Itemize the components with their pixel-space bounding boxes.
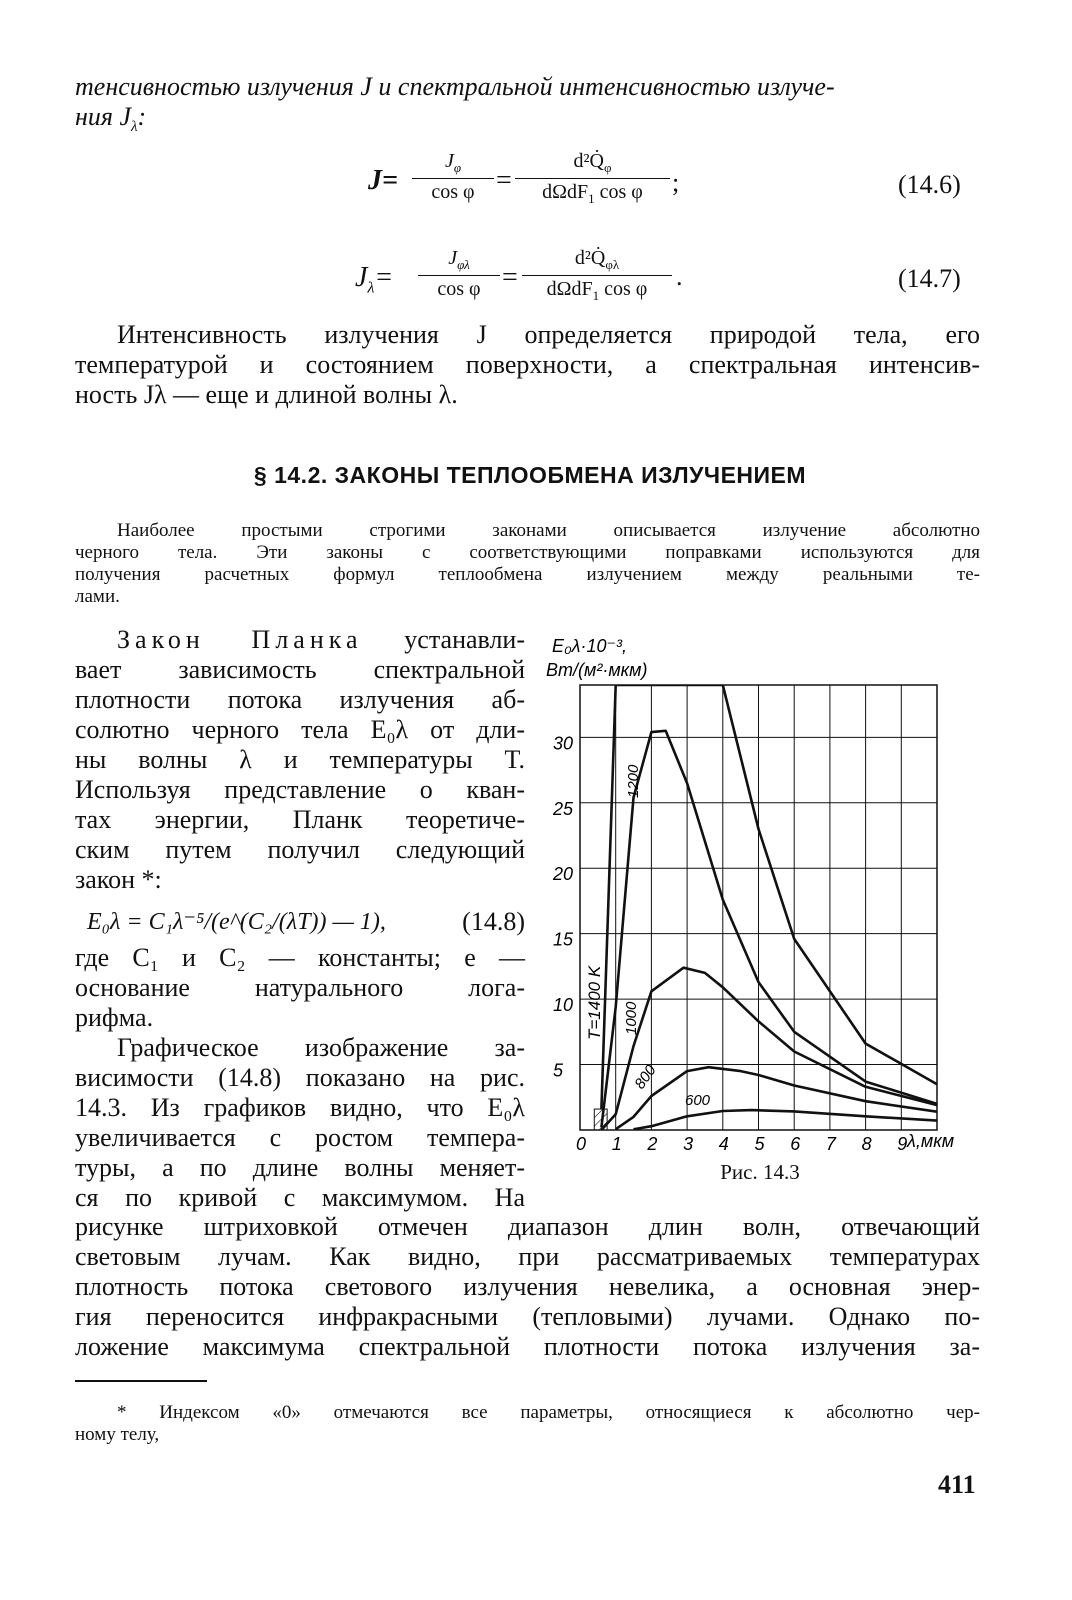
left-line: туры, а по длине волны меняет-: [75, 1153, 525, 1182]
left-line: Используя представление о кван-: [75, 775, 525, 804]
paragraph-line: световым лучам. Как видно, при рассматриваемых температурах: [75, 1242, 980, 1271]
top-fragment: [75, 72, 980, 142]
equation-14-8: [75, 903, 525, 943]
left-line: вает зависимость спектральной: [75, 655, 525, 684]
eq-14-7-fraction-2: $d^2Q̇_{\varphi\lambda}$ dΩdF$_1$ cos φ: [522, 247, 672, 304]
eq-14-7-number: (14.7): [898, 264, 961, 293]
paragraph-line: температурой и состоянием поверхности, а спектральная интенсив-: [75, 350, 980, 379]
paragraph-line: Интенсивность излучения J определяется природой тела, его: [117, 320, 980, 349]
curve-800: [616, 1067, 937, 1129]
intro-line: получения расчетных формул теплообмена излучением между реальными те-: [75, 564, 980, 585]
footnote-line: ному телу,: [75, 1424, 160, 1445]
top-fragment-line1: тенсивностью излучения J и спектральной интенсивностью излуче-: [75, 72, 835, 101]
y-tick-label: 10: [553, 995, 574, 1016]
y-tick-label: 30: [553, 733, 574, 754]
eq-14-8-number: (14.8): [462, 907, 525, 936]
left-line: закон *:: [75, 865, 162, 894]
eq-14-6-lhs: J=: [368, 165, 398, 196]
eq-14-7-equals: =: [502, 262, 518, 293]
paragraph-line: гия переносится инфракрасными (тепловыми) лучами. Однако по-: [75, 1302, 980, 1331]
paragraph-intensity: [75, 320, 980, 410]
paragraph-bottom: [75, 1212, 980, 1362]
curve-label-1000: 1000: [623, 1001, 640, 1035]
x-tick-label: 8: [861, 1134, 872, 1154]
y-axis-label-line1: E₀λ·10⁻³,: [552, 636, 627, 656]
x-tick-label: 0: [576, 1134, 587, 1154]
left-line: висимости (14.8) показано на рис.: [75, 1063, 525, 1092]
left-column: [75, 625, 525, 1213]
eq-14-7-tail: .: [676, 262, 683, 291]
left-line: Графическое изображение за-: [117, 1033, 525, 1062]
intro-line: Наиболее простыми строгими законами описывается излучение абсолютно: [117, 520, 980, 541]
curve-600: [634, 1110, 938, 1129]
x-tick-label: 5: [754, 1134, 765, 1154]
planck-chart: [540, 620, 980, 1210]
x-tick-label: 2: [647, 1134, 658, 1154]
figure-14-3: [540, 620, 980, 1210]
left-line: ся по кривой с максимумом. На: [75, 1183, 525, 1212]
y-tick-label: 15: [553, 929, 574, 950]
curve-label-800: 800: [631, 1062, 660, 1093]
section-heading: § 14.2. ЗАКОНЫ ТЕПЛООБМЕНА ИЗЛУЧЕНИЕМ: [253, 462, 807, 488]
eq-14-7-fraction-1: $J_{\varphi\lambda}$ cos φ: [418, 247, 500, 301]
intro-line: черного тела. Эти законы с соответствующими поправками используются для: [75, 542, 980, 563]
eq-14-6-fraction-1: $\frac{J_\varphi}{\text{cos φ}}$: [412, 150, 494, 204]
x-tick-label: 1: [611, 1134, 622, 1154]
eq-14-8-formula: E₀λ = C₁λ⁻⁵/(e^(C₂/(λT)) — 1),: [87, 909, 386, 935]
x-axis-label: λ,мкм: [907, 1131, 955, 1151]
paragraph-line: ложение максимума спектральной плотности потока излучения за-: [75, 1332, 980, 1361]
left-line: ны волны λ и температуры T.: [75, 745, 525, 774]
planck-law-term: Закон Планка: [117, 625, 363, 654]
y-tick-label: 20: [553, 864, 574, 885]
intro-small-text: [75, 520, 980, 608]
eq-14-7-lhs: $J_\lambda=$: [355, 262, 394, 297]
figure-caption: Рис. 14.3: [720, 1160, 800, 1184]
paragraph-line: плотность потока светового излучения невелика, а основная энер-: [75, 1272, 980, 1301]
footnote-line: * Индексом «0» отмечаются все параметры, относящиеся к абсолютно чер-: [117, 1402, 980, 1423]
curve-label-1400: T=1400 K: [585, 965, 604, 1040]
intro-line: лами.: [75, 586, 120, 607]
eq-14-6-tail: ;: [672, 168, 680, 197]
left-line: 14.3. Из графиков видно, что E₀λ: [75, 1093, 525, 1122]
left-line: где C₁ и C₂ — константы; e —: [75, 943, 525, 972]
left-line: солютно черного тела E₀λ от дли-: [75, 715, 525, 744]
footnote-rule: [75, 1380, 207, 1382]
paragraph-line: ность Jλ — еще и длиной волны λ.: [75, 380, 458, 409]
left-line: ским путем получил следующий: [75, 835, 525, 864]
left-line: рифма.: [75, 1003, 154, 1032]
left-line: тах энергии, Планк теоретиче-: [75, 805, 525, 834]
eq-14-6-equals: =: [496, 165, 512, 196]
footnote: [75, 1402, 980, 1446]
x-tick-label: 4: [718, 1134, 729, 1154]
x-tick-label: 6: [790, 1134, 801, 1154]
y-tick-label: 25: [553, 798, 574, 819]
eq-14-6-fraction-2: $d^2Q̇_\varphi$ dΩdF$_1$ cos φ: [515, 150, 670, 207]
top-fragment-line2: ния $J_\lambda$:: [75, 102, 147, 136]
left-line: плотности потока излучения аб-: [75, 685, 525, 714]
curve-label-600: 600: [685, 1092, 711, 1109]
paragraph-line: рисунке штриховкой отмечен диапазон длин волн, отвечающий: [75, 1212, 980, 1241]
y-tick-label: 5: [553, 1060, 564, 1081]
y-axis-label-line2: Вт/(м²·мкм): [546, 660, 648, 680]
x-tick-label: 9: [897, 1134, 908, 1154]
left-line: основание натурального лога-: [75, 973, 525, 1002]
curve-label-1200: 1200: [625, 764, 642, 798]
eq-14-6-number: (14.6): [898, 170, 961, 199]
left-line: увеличивается с ростом темпера-: [75, 1123, 525, 1152]
left-line: Закон Планка устанавли-: [117, 625, 525, 654]
x-tick-label: 3: [683, 1134, 694, 1154]
page-number: 411: [938, 1470, 976, 1499]
x-tick-label: 7: [825, 1134, 836, 1154]
